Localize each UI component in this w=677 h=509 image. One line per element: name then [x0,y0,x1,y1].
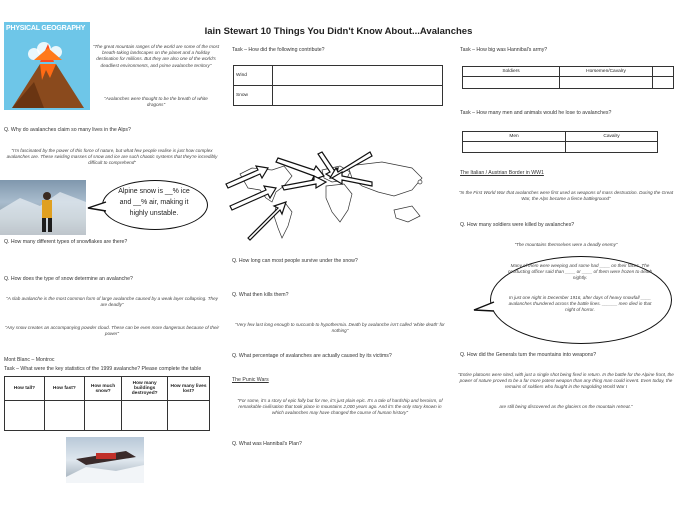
task-contribute: Task – How did the following contribute? [232,47,325,53]
volcano-icon [4,22,90,110]
quote-powder-cloud: "Any snow creates an accompanying powder cloud. These can be even more dangerous because of their power" [4,325,220,337]
question-survive: Q. How long can most people survive under the snow? [232,258,358,264]
question-snowflakes: Q. How many different types of snowflakes are there? [4,239,128,245]
losses-header-men: Men [463,132,566,142]
cell-tall[interactable] [5,401,45,431]
header-how-tall: How tall? [5,377,45,401]
quote-wmd: "In the First World War that avalanches were first used as weapons of mass destruction. During the Great War, the Alps became a fierce battleground" [458,190,674,202]
task-losses: Task – How many men and animals would he lose to avalanches? [460,110,612,116]
quote-mountains: "The great mountain ranges of the world are some of the most breath-taking landscapes on the planet and a holiday destination for millions. But they are also one of the world's deadliest environments, and prime avalanche territory" [92,44,220,68]
statistics-table [4,376,210,431]
losses-cavalry-answer[interactable] [566,142,658,153]
question-soldiers-killed: Q. How many soldiers were killed by avalanches? [460,222,575,228]
losses-men-answer[interactable] [463,142,566,153]
page-title: Iain Stewart 10 Things You Didn't Know About...Avalanches [204,26,473,37]
row-wind-answer[interactable] [273,66,443,86]
quote-white-dragons: "Avalanches were thought to be the breath of white dragons" [104,96,208,108]
logo-label: PHYSICAL GEOGRAPHY [6,25,86,32]
contribute-table [233,65,443,106]
quote-epic-folly: "For some, it's a story of epic folly but for me, it's just plain epic. It's a tale of hardship and heroism, of remarkable civilisation that took place in mountains 2,000 years ago. And it's the only story known in which avalanches may have changed the course of human history" [237,398,443,416]
quote-white-death: "Very few last long enough to succumb to hypothermia. Death by avalanche isn't called 'white death' for nothing" [235,322,445,334]
losses-table [462,131,658,153]
cell-snow[interactable] [84,401,121,431]
army-table [462,66,674,89]
row-snow-answer[interactable] [273,86,443,106]
quote-platoons: "Entire platoons were sited, with just a single shot being fired in return. In the battle for the Alpine front, the power of nature proved to be a far more potent weapon than any thing man could invent. Even today, the remains of soldiers who fought in the Nagolding World War I [458,372,674,390]
mont-blanc-heading: Mont Blanc – Montroc [4,357,55,363]
skier-photo [0,180,86,235]
quote-glaciers: are still being discovered as the glaciers on the mountain retreat." [499,404,633,409]
question-kills: Q. What then kills them? [232,292,289,298]
cell-buildings[interactable] [122,401,168,431]
rescue-photo [66,437,144,483]
physical-geography-logo [4,22,90,110]
alpine-snow-text: Alpine snow is __% ice and __% air, making it highly unstable. [118,188,190,217]
ww1-bubble-tail [472,300,496,314]
header-lives: How many lives lost? [168,377,210,401]
quote-slab-avalanche: "A slab avalanche is the most common form of large avalanche caused by a weak layer collapsing. They are deadly" [6,296,218,308]
question-generals: Q. How did the Generals turn the mountains into weapons? [460,352,597,358]
quote-fascinated: "I'm fascinated by the power of this force of nature, but what few people realise is just how complex avalanches are. These swirling masses of snow and ice are such chaotic systems that they're incredibly difficult to comprehend" [6,148,218,166]
army-header-cavalry: Horsemen/Cavalry [560,67,653,77]
ww1-bubble-text-1: Many of them were weeping and some had ____ on their faces. The conducting officer said than ____ or ____ of them were frozen to death nightly. [507,263,653,281]
row-snow-label: Snow [234,86,273,106]
army-cavalry-answer[interactable] [560,77,653,89]
punic-wars-heading: The Punic Wars [232,377,269,383]
bubble-tail [86,200,108,214]
world-map [222,146,454,246]
header-how-much-snow: How much snow? [84,377,121,401]
question-victims: Q. What percentage of avalanches are actually caused by its victims? [232,353,392,359]
army-soldiers-answer[interactable] [463,77,560,89]
row-wind-label: Wind [234,66,273,86]
quote-deadly-enemy: "The mountains themselves were a deadly enemy" [514,242,618,247]
task-army-size: Task – How big was Hannibal's army? [460,47,548,53]
header-buildings: How many buildings destroyed? [122,377,168,401]
cell-fast[interactable] [44,401,84,431]
task-statistics: Task – What were the key statistics of the 1999 avalanche? Please complete the table [4,366,202,372]
question-snow-type: Q. How does the type of snow determine an avalanche? [4,276,133,282]
header-how-fast: How fast? [44,377,84,401]
question-alps-lives: Q. Why do avalanches claim so many lives in the Alps? [4,127,131,133]
question-hannibal-plan: Q. What was Hannibal's Plan? [232,441,302,447]
ww1-border-heading: The Italian / Austrian Border in WW1 [460,170,544,176]
ww1-bubble-text-2: In just one night in December 1916, after days of heavy snowfall ____ avalanches thundered across the battle lines. ______ men died in that night of horror. [508,295,652,313]
losses-header-cavalry: Cavalry [566,132,658,142]
army-header-soldiers: Soldiers [463,67,560,77]
cell-lives[interactable] [168,401,210,431]
